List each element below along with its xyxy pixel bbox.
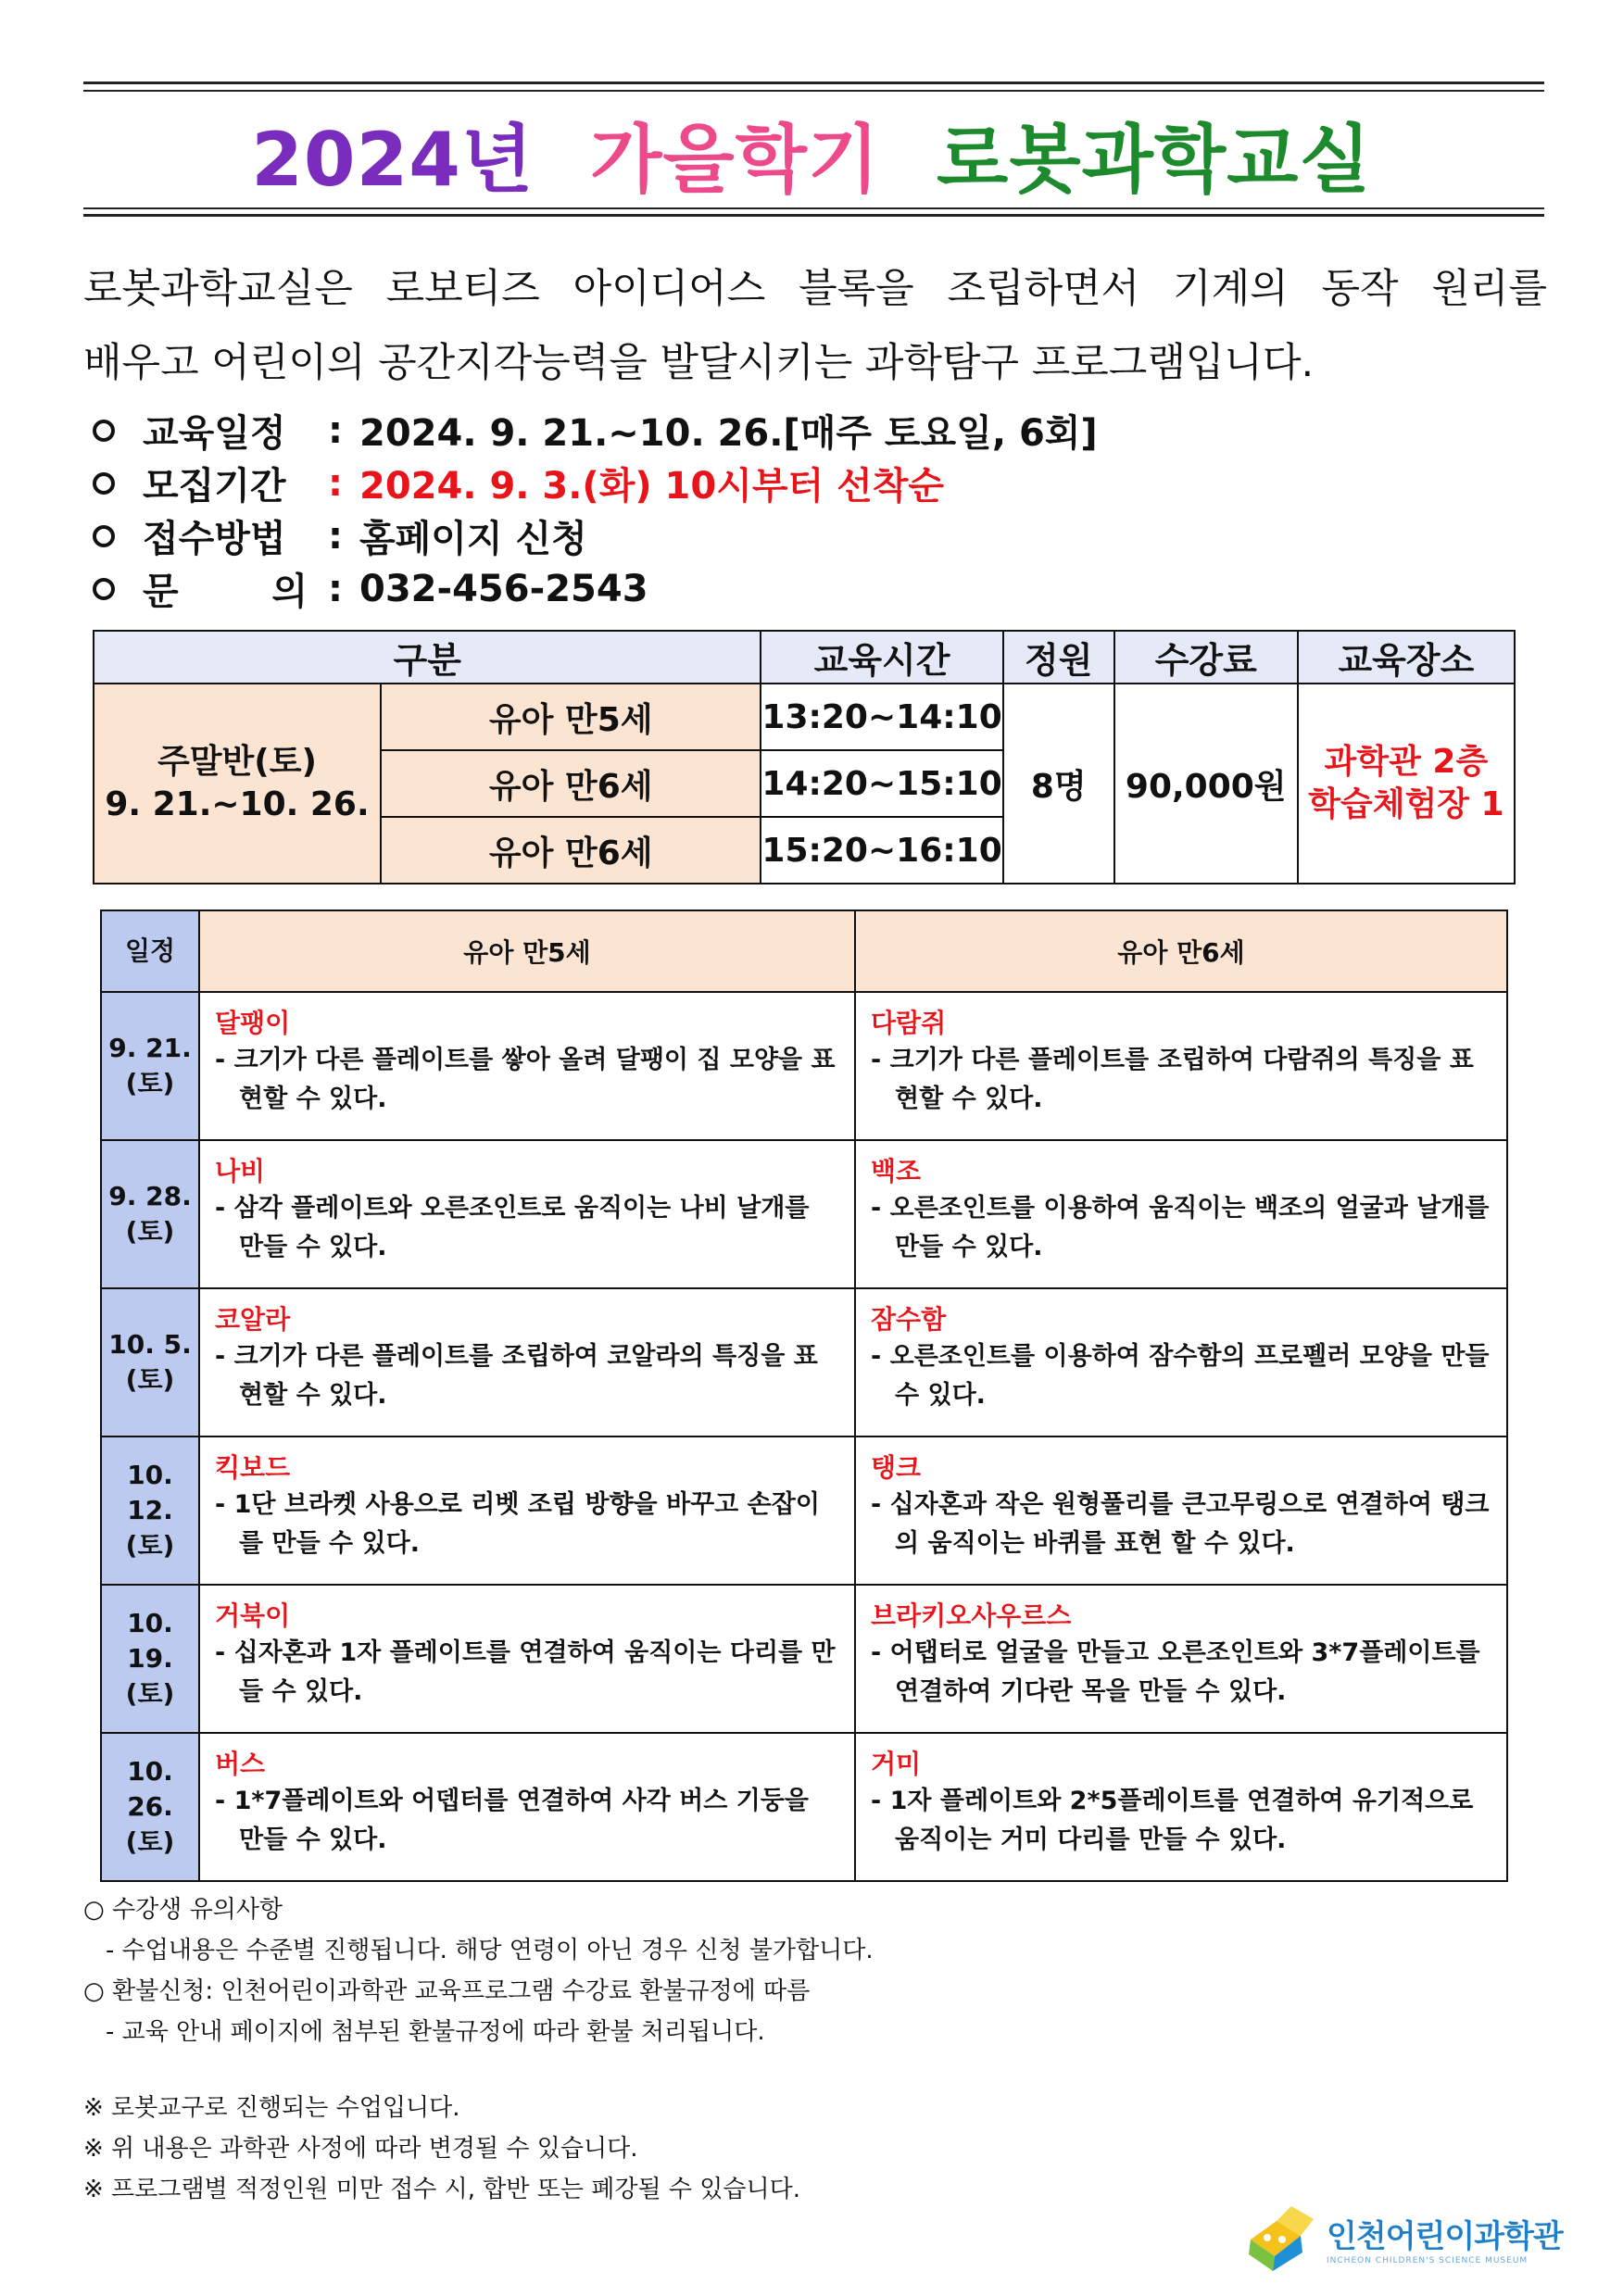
activity-desc: - 오른조인트를 이용하여 잠수함의 프로펠러 모양을 만들 수 있다. [871, 1342, 1490, 1410]
info-label: 접수방법 [143, 518, 286, 560]
spacer [83, 2052, 874, 2088]
info-separator: : [328, 567, 343, 610]
time-cell: 15:20~16:10 [761, 817, 1002, 884]
date: 10. 26. [127, 1756, 173, 1822]
activity-desc: - 크기가 다른 플레이트를 조립하여 다람쥐의 특징을 표현할 수 있다. [871, 1046, 1474, 1113]
intro-text [83, 252, 1547, 400]
summary-row [94, 684, 1515, 750]
bottom-rule-inner [83, 207, 1544, 209]
remark: ※ 프로그램별 적정인원 미만 접수 시, 합반 또는 폐강될 수 있습니다. [83, 2176, 800, 2203]
info-separator: : [328, 408, 343, 452]
activity-cell [855, 992, 1507, 1140]
activity-cell [855, 1437, 1507, 1585]
schedule-row [101, 992, 1507, 1140]
place-line: 학습체험장 1 [1308, 785, 1504, 823]
activity-desc: - 십자혼과 작은 원형풀리를 큰고무링으로 연결하여 탱크의 움직이는 바퀴를 표현 할 수 있다. [871, 1490, 1490, 1558]
remark: ※ 위 내용은 과학관 사정에 따라 변경될 수 있습니다. [83, 2135, 638, 2163]
info-item-recruit [93, 457, 1098, 509]
group-name: 주말반(토) [157, 743, 317, 781]
schedule-row [101, 1288, 1507, 1437]
activity-desc: - 크기가 다른 플레이트를 조립하여 코알라의 특징을 표현할 수 있다. [215, 1342, 818, 1410]
intro-line: 로봇과학교실은 로보티즈 아이디어스 블록을 조립하면서 기계의 동작 원리를 [83, 266, 1547, 312]
activity-cell [199, 992, 855, 1140]
day: (토) [125, 1068, 175, 1098]
notes-section [83, 1889, 874, 2210]
title-program: 로봇과학교실 [937, 117, 1372, 203]
age-cell: 유아 만6세 [381, 750, 761, 817]
date: 10. 12. [127, 1460, 173, 1525]
fee-cell: 90,000원 [1114, 684, 1298, 884]
activity-cell [855, 1140, 1507, 1288]
date-cell [101, 1585, 199, 1733]
activity-desc: - 오른조인트를 이용하여 움직이는 백조의 얼굴과 날개를 만들 수 있다. [871, 1194, 1490, 1261]
date: 10. 19. [127, 1608, 173, 1674]
schedule-row [101, 1437, 1507, 1585]
top-rule-outer [83, 82, 1544, 84]
activity-cell [199, 1733, 855, 1881]
activity-cell [199, 1140, 855, 1288]
activity-name: 백조 [871, 1156, 922, 1186]
info-value: 2024. 9. 3.(화) 10시부터 선착순 [359, 465, 944, 508]
activity-cell [855, 1585, 1507, 1733]
info-label: 모집기간 [143, 465, 286, 508]
activity-cell [199, 1288, 855, 1437]
info-item-contact [93, 562, 1098, 615]
activity-cell [855, 1733, 1507, 1881]
group-dates: 9. 21.~10. 26. [105, 785, 370, 823]
date: 10. 5. [108, 1329, 192, 1360]
summary-table [93, 630, 1516, 885]
circle-bullet-icon [93, 472, 115, 495]
logo-name: 인천어린이과학관 [1327, 2217, 1563, 2255]
info-label: 문 의 [143, 571, 308, 613]
activity-desc: - 1자 플레이트와 2*5플레이트를 연결하여 유기적으로 움직이는 거미 다리를 만들 수 있다. [871, 1787, 1474, 1854]
time-cell: 14:20~15:10 [761, 750, 1002, 817]
age-cell: 유아 만5세 [381, 684, 761, 750]
date-cell [101, 1288, 199, 1437]
date-cell [101, 1437, 199, 1585]
schedule-header-row [101, 910, 1507, 992]
circle-bullet-icon [93, 525, 115, 547]
day: (토) [125, 1216, 175, 1247]
activity-name: 버스 [215, 1749, 266, 1779]
header-place: 교육장소 [1298, 631, 1515, 684]
logo-text [1327, 2211, 1563, 2265]
group-cell [94, 684, 381, 884]
circle-bullet-icon [93, 420, 115, 442]
header-time: 교육시간 [761, 631, 1002, 684]
activity-desc: - 1*7플레이트와 어뎁터를 연결하여 사각 버스 기둥을 만들 수 있다. [215, 1787, 809, 1854]
summary-header-row [94, 631, 1515, 684]
activity-name: 거북이 [215, 1600, 291, 1631]
header-fee: 수강료 [1114, 631, 1298, 684]
date-cell [101, 1140, 199, 1288]
place-line: 과학관 2층 [1324, 743, 1489, 781]
page-title [0, 100, 1623, 207]
museum-logo [1245, 2202, 1563, 2273]
schedule-row [101, 1585, 1507, 1733]
activity-name: 킥보드 [215, 1452, 291, 1483]
activity-name: 다람쥐 [871, 1008, 947, 1038]
time-cell: 13:20~14:10 [761, 684, 1002, 750]
age-cell: 유아 만6세 [381, 817, 761, 884]
header-capacity: 정원 [1003, 631, 1114, 684]
header-age5: 유아 만5세 [199, 910, 855, 992]
info-list [93, 404, 1098, 615]
day: (토) [125, 1678, 175, 1709]
circle-bullet-icon [93, 578, 115, 600]
activity-name: 달팽이 [215, 1008, 291, 1038]
note-heading: ○ 환불신청: 인천어린이과학관 교육프로그램 수강료 환불규정에 따름 [83, 1977, 811, 2005]
logo-subtitle: INCHEON CHILDREN'S SCIENCE MUSEUM [1327, 2255, 1529, 2265]
header-date: 일정 [101, 910, 199, 992]
schedule-row [101, 1733, 1507, 1881]
date-cell [101, 992, 199, 1140]
info-value: 2024. 9. 21.~10. 26.[매주 토요일, 6회] [359, 412, 1098, 455]
header-category: 구분 [94, 631, 761, 684]
note-heading: ○ 수강생 유의사항 [83, 1896, 283, 1924]
info-label: 교육일정 [143, 412, 286, 455]
note-detail: - 수업내용은 수준별 진행됩니다. 해당 연령이 아닌 경우 신청 불가합니다. [106, 1937, 874, 1964]
activity-desc: - 크기가 다른 플레이트를 쌓아 올려 달팽이 집 모양을 표현할 수 있다. [215, 1046, 836, 1113]
schedule-row [101, 1140, 1507, 1288]
activity-cell [199, 1437, 855, 1585]
day: (토) [125, 1364, 175, 1395]
activity-desc: - 삼각 플레이트와 오른조인트로 움직이는 나비 날개를 만들 수 있다. [215, 1194, 810, 1261]
info-item-schedule [93, 404, 1098, 457]
activity-desc: - 어탭터로 얼굴을 만들고 오른조인트와 3*7플레이트를 연결하여 기다란 목을 만들 수 있다. [871, 1638, 1480, 1706]
header-age6: 유아 만6세 [855, 910, 1507, 992]
date: 9. 21. [108, 1033, 192, 1063]
activity-name: 브라키오사우르스 [871, 1600, 1072, 1631]
date-cell [101, 1733, 199, 1881]
day: (토) [125, 1530, 175, 1561]
info-value: 032-456-2543 [359, 567, 648, 610]
info-value: 홈페이지 신청 [359, 518, 587, 560]
activity-name: 코알라 [215, 1304, 291, 1335]
remark: ※ 로봇교구로 진행되는 수업입니다. [83, 2094, 460, 2122]
activity-desc: - 십자혼과 1자 플레이트를 연결하여 움직이는 다리를 만들 수 있다. [215, 1638, 836, 1706]
place-cell [1298, 684, 1515, 884]
activity-name: 잠수함 [871, 1304, 947, 1335]
activity-cell [199, 1585, 855, 1733]
top-rule-inner [83, 90, 1544, 92]
info-separator: : [328, 514, 343, 558]
title-season: 가을학기 [590, 117, 881, 203]
activity-name: 나비 [215, 1156, 266, 1186]
activity-desc: - 1단 브라켓 사용으로 리벳 조립 방향을 바꾸고 손잡이를 만들 수 있다. [215, 1490, 820, 1558]
cube-logo-icon [1245, 2202, 1325, 2273]
activity-name: 탱크 [871, 1452, 922, 1483]
intro-line: 배우고 어린이의 공간지각능력을 발달시키는 과학탐구 프로그램입니다. [83, 340, 1315, 386]
note-detail: - 교육 안내 페이지에 첨부된 환불규정에 따라 환불 처리됩니다. [106, 2018, 765, 2046]
info-item-apply [93, 509, 1098, 562]
bottom-rule-outer [83, 214, 1544, 217]
info-separator: : [328, 461, 343, 505]
activity-name: 거미 [871, 1749, 922, 1779]
date: 9. 28. [108, 1181, 192, 1211]
capacity-cell: 8명 [1003, 684, 1114, 884]
title-year: 2024년 [251, 117, 535, 203]
schedule-table [100, 910, 1508, 1882]
activity-cell [855, 1288, 1507, 1437]
day: (토) [125, 1826, 175, 1857]
